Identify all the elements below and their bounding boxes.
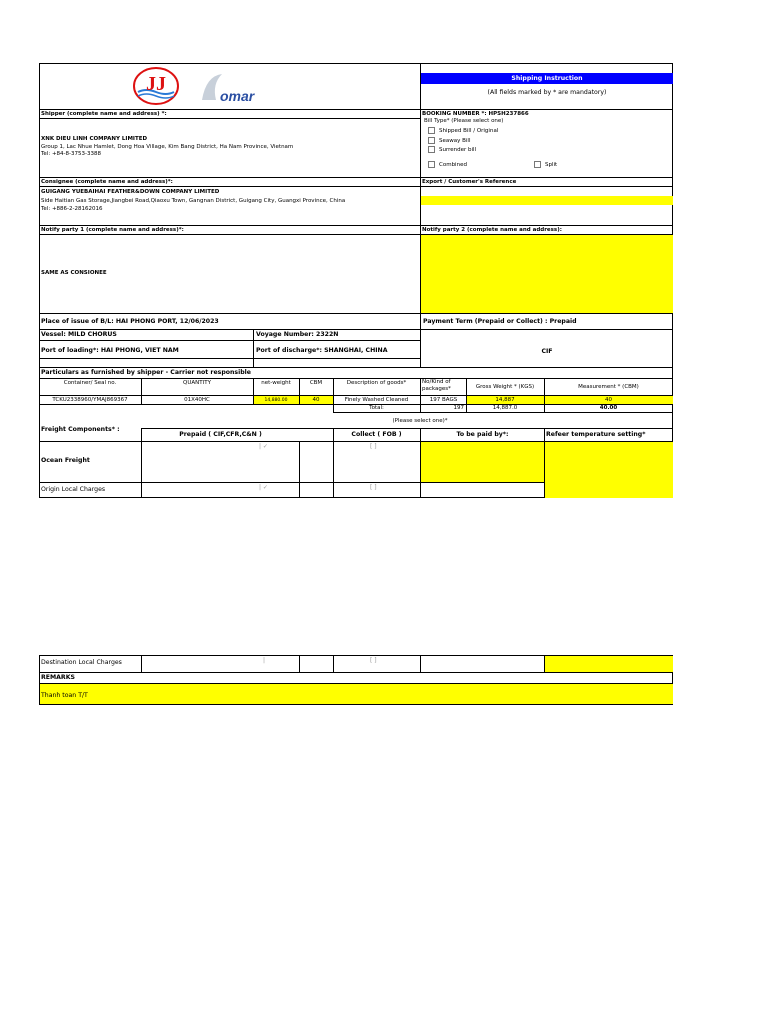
booking-number: BOOKING NUMBER *: HPSH237866 xyxy=(422,111,529,117)
col-quantity: QUANTITY xyxy=(183,380,211,386)
ocean-prepaid-check[interactable]: | ✓ xyxy=(259,443,268,450)
rule xyxy=(39,672,673,673)
bill-type-label: Bill Type* (Please select one) xyxy=(424,118,504,124)
total-label: Total: xyxy=(369,405,384,411)
rule xyxy=(39,109,673,110)
rule xyxy=(39,225,673,226)
rule xyxy=(39,482,545,483)
rule xyxy=(466,378,467,413)
shipper-name: XNK DIEU LINH COMPANY LIMITED xyxy=(41,136,148,142)
total-gross: 14,887.0 xyxy=(492,405,518,411)
col-cbm: CBM xyxy=(309,380,323,386)
checkbox-icon[interactable] xyxy=(428,146,435,153)
rule xyxy=(299,378,300,405)
col-container: Container/ Seal no. xyxy=(63,380,117,386)
cell-measurement: 40 xyxy=(605,397,612,403)
remarks-label: REMARKS xyxy=(41,674,75,681)
paid-by-label: To be paid by*: xyxy=(456,431,509,438)
col-net-weight: net-weight xyxy=(261,380,291,386)
shipper-tel: Tel: +84-8-3753-3388 xyxy=(41,151,101,157)
rule xyxy=(420,317,421,367)
freight-components-label: Freight Components* : xyxy=(41,426,120,433)
remarks-field[interactable] xyxy=(40,684,673,704)
consignee-address: Side Haitian Gas Storage,Jiangbei Road,Qiaoxu Town, Gangnan District, Guigang City, Guangxi Province, China xyxy=(41,198,346,204)
ocean-collect-check[interactable]: [ ] xyxy=(370,443,377,450)
checkbox-icon[interactable] xyxy=(428,127,435,134)
bill-option-seaway[interactable] xyxy=(428,137,470,145)
notify1-label: Notify party 1 (complete name and address)*: xyxy=(41,227,184,233)
reefer-field[interactable] xyxy=(545,442,673,498)
dest-prepaid-check[interactable]: | xyxy=(263,657,266,664)
mandatory-note: (All fields marked by * are mandatory) xyxy=(487,89,607,96)
bill-option-label: Shipped Bill / Original xyxy=(439,128,499,134)
col-packages: No/Kind of packages* xyxy=(422,379,451,392)
rule xyxy=(420,428,421,498)
export-ref-label: Export / Customer's Reference xyxy=(422,179,517,185)
consignee-label: Consignee (complete name and address)*: xyxy=(41,179,173,185)
rule xyxy=(333,412,673,413)
total-packages: 197 xyxy=(453,405,464,411)
cell-gross-weight: 14,887 xyxy=(495,397,515,403)
collect-label: Collect ( FOB ) xyxy=(351,431,402,438)
voyage-number: Voyage Number: 2322N xyxy=(256,331,339,338)
logo-omar-text: omar xyxy=(220,88,255,104)
rule xyxy=(39,378,673,379)
rule xyxy=(333,378,334,413)
bill-option-original[interactable] xyxy=(428,127,498,135)
notify2-field[interactable] xyxy=(421,235,673,313)
rule xyxy=(39,340,420,341)
rule xyxy=(299,655,300,673)
particulars-label: Particulars as furnished by shipper - Carrier not responsible xyxy=(41,369,251,376)
cell-cbm: 40 xyxy=(312,397,320,403)
rule xyxy=(39,186,673,187)
rule xyxy=(141,378,142,405)
rule xyxy=(39,367,673,368)
rule xyxy=(544,655,545,673)
origin-prepaid-check[interactable]: | ✓ xyxy=(259,484,268,491)
incoterm: CIF xyxy=(541,348,553,355)
rule xyxy=(544,378,545,413)
cell-container: TCKU2338960/YMAJ869367 xyxy=(52,397,128,403)
rule xyxy=(420,655,421,673)
rule xyxy=(39,118,420,119)
rule xyxy=(299,441,300,498)
rule xyxy=(39,358,420,359)
bill-option-label: Split xyxy=(545,162,558,168)
checkbox-icon[interactable] xyxy=(428,137,435,144)
export-ref-field[interactable] xyxy=(421,196,673,205)
logo-omar xyxy=(198,70,270,106)
bill-option-label: Seaway Bill xyxy=(439,138,471,144)
checkbox-icon[interactable] xyxy=(534,161,541,168)
col-measurement: Measurement * (CBM) xyxy=(578,384,639,390)
bill-option-split[interactable] xyxy=(534,161,557,169)
origin-charges-label: Origin Local Charges xyxy=(41,486,106,493)
consignee-tel: Tel: +886-2-28162016 xyxy=(41,206,103,212)
payment-term: Payment Term (Prepaid or Collect) : Prepaid xyxy=(423,318,577,325)
rule xyxy=(420,378,421,413)
checkbox-icon[interactable] xyxy=(428,161,435,168)
shipper-label: Shipper (complete name and address) *: xyxy=(41,111,167,117)
rule xyxy=(141,428,142,498)
rule xyxy=(253,378,254,405)
rule xyxy=(544,428,545,498)
port-of-discharge: Port of discharge*: SHANGHAI, CHINA xyxy=(256,347,388,354)
total-measurement: 40.00 xyxy=(599,405,618,411)
logo-jj-text: JJ xyxy=(146,73,166,95)
rule xyxy=(333,428,334,498)
notify1-value: SAME AS CONSIONEE xyxy=(41,270,107,276)
logo-jj xyxy=(130,66,182,106)
remarks-value: Thanh toan T/T xyxy=(41,692,88,699)
cell-description: Finely Washed Cleaned xyxy=(344,397,409,403)
bill-option-surrender[interactable] xyxy=(428,146,476,154)
dest-reefer-field[interactable] xyxy=(545,656,673,673)
col-gross-weight: Gross Weight * (KGS) xyxy=(475,384,535,390)
rule xyxy=(141,428,673,429)
dest-collect-check[interactable]: [ ] xyxy=(370,657,377,664)
bill-option-label: Combined xyxy=(439,162,467,168)
paid-by-field[interactable] xyxy=(421,442,544,482)
notify2-label: Notify party 2 (complete name and address): xyxy=(422,227,562,233)
bill-option-label: Surrender bill xyxy=(439,147,477,153)
rule xyxy=(333,655,334,673)
cell-packages: 197 BAGS xyxy=(429,397,458,403)
freight-select-note: (Please select one)* xyxy=(392,418,448,424)
shipper-address: Group 1, Lac Nhue Hamlet, Dong Hoa Village, Kim Bang District, Ha Nam Province, Vietnam xyxy=(41,144,294,150)
col-description: Description of goods* xyxy=(346,380,407,386)
rule xyxy=(141,655,142,673)
destination-charges-label: Destination Local Charges xyxy=(41,659,122,666)
rule xyxy=(253,329,254,367)
bill-option-combined[interactable] xyxy=(428,161,467,169)
page-title: Shipping Instruction xyxy=(511,75,583,82)
vessel: Vessel: MILD CHORUS xyxy=(41,331,117,338)
rule xyxy=(39,177,673,178)
cell-quantity: 01X40HC xyxy=(184,397,210,403)
cell-net-weight: 14,880.00 xyxy=(264,398,288,403)
place-of-issue: Place of issue of B/L: HAI PHONG PORT, 12/06/2023 xyxy=(41,318,219,325)
consignee-name: GUIGANG YUEBAIHAI FEATHER&DOWN COMPANY LIMITED xyxy=(41,189,220,195)
rule xyxy=(39,329,673,330)
origin-collect-check[interactable]: [ ] xyxy=(370,484,377,491)
port-of-loading: Port of loading*: HAI PHONG, VIET NAM xyxy=(41,347,179,354)
reefer-label: Refeer temperature setting* xyxy=(546,431,646,438)
title-bar xyxy=(421,73,673,84)
prepaid-label: Prepaid ( CIF,CFR,C&N ) xyxy=(179,431,262,438)
ocean-freight-label: Ocean Freight xyxy=(41,457,90,464)
rule xyxy=(39,313,673,314)
